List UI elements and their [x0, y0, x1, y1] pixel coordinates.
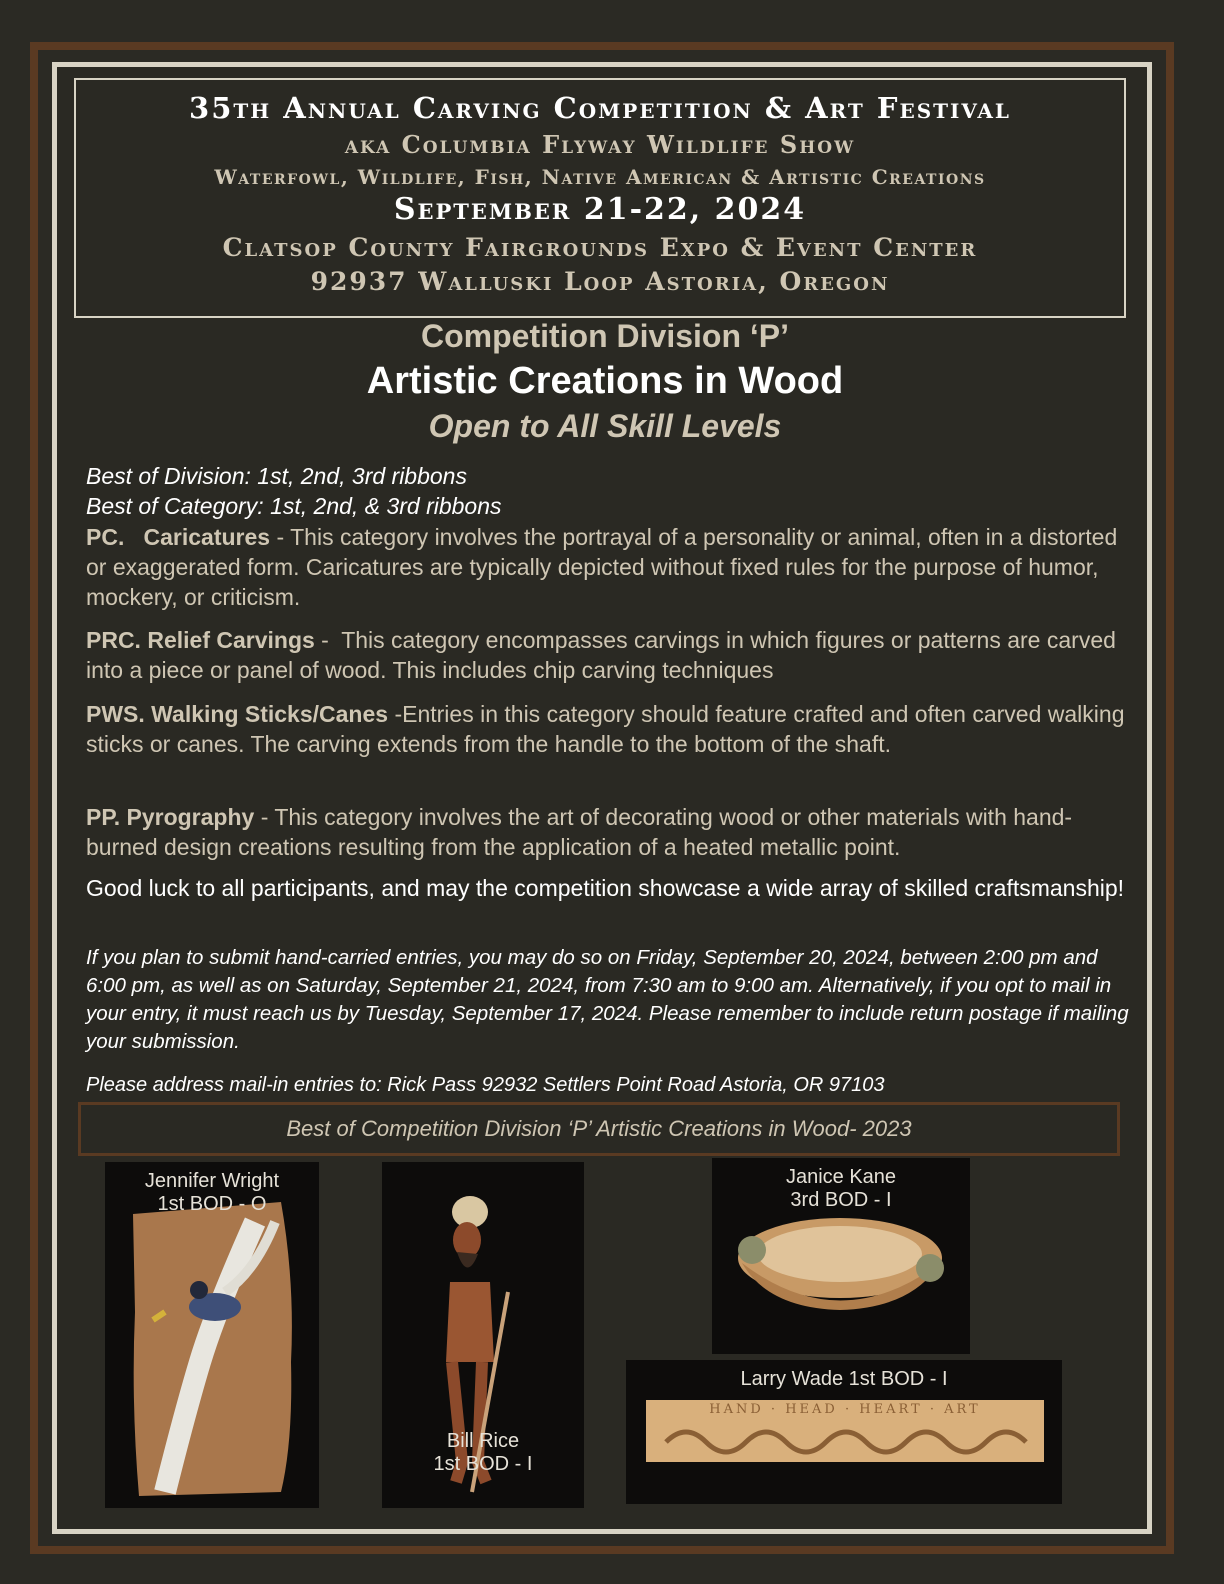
photo-larry-wade — [626, 1360, 1062, 1504]
artist-name: Bill Rice — [446, 1430, 520, 1452]
category-desc: - This category encompasses carvings in which figures or patterns are carved into a piece or panel of wood. This includes chip carving techniques — [86, 627, 1123, 683]
photo-caption: Larry Wade 1st BOD - I — [740, 1368, 948, 1390]
event-title: 35th Annual Carving Competition & Art Festival — [189, 91, 1011, 125]
category-code: PC. Caricatures — [86, 524, 271, 550]
category-caricatures — [86, 522, 1136, 612]
category-code: PP. Pyrography — [86, 804, 255, 830]
event-categories: Waterfowl, Wildlife, Fish, Native American & Artistic Creations — [214, 165, 986, 189]
award-division: Best of Division: 1st, 2nd, 3rd ribbons — [86, 463, 467, 489]
category-desc: - This category involves the art of decorating wood or other materials with hand-burned design creations resulting from the application of a heated metallic point. — [86, 804, 1073, 860]
entries-info: If you plan to submit hand-carried entries, you may do so on Friday, September 20, 2024, between 2:00 pm and 6:00 pm, as well as on Saturday, September 21, 2024, from 7:30 am to 9:00 am. Alternatively, if you opt to mail in your entry, it must reach us by Tuesday, September 17, 2024. Please remember to include return postage if mailing your submission. — [86, 946, 1129, 1053]
photo-caption — [712, 1166, 970, 1212]
award-label: 1st BOD - I — [433, 1453, 533, 1475]
category-relief — [86, 625, 1136, 685]
photo-janice-kane — [712, 1158, 970, 1354]
skill-levels: Open to All Skill Levels — [428, 408, 782, 444]
event-address: 92937 Walluski Loop Astoria, Oregon — [310, 267, 890, 296]
good-luck-message: Good luck to all participants, and may the competition showcase a wide array of skilled craftsmanship! — [86, 875, 1125, 901]
category-desc: -Entries in this category should feature crafted and often carved walking sticks or canes. The carving extends from the handle to the bottom of the shaft. — [86, 701, 1125, 757]
division-subtitle: Artistic Creations in Wood — [366, 360, 844, 402]
mail-address: Please address mail-in entries to: Rick Pass 92932 Settlers Point Road Astoria, OR 97103 — [86, 1074, 885, 1096]
best-of-competition-banner: Best of Competition Division ‘P’ Artistic Creations in Wood- 2023 — [78, 1102, 1120, 1156]
photo-jennifer-wright — [105, 1162, 319, 1508]
photo-bill-rice — [382, 1162, 584, 1508]
category-desc: - This category involves the portrayal of a personality or animal, often in a distorted or exaggerated form. Caricatures are typically depicted without fixed rules for the purpose of humor, mockery, or criticism. — [86, 524, 1118, 610]
division-title: Competition Division ‘P’ — [420, 318, 789, 354]
artist-name: Janice Kane — [785, 1166, 897, 1188]
photo-caption — [105, 1170, 319, 1216]
photo-caption — [382, 1430, 584, 1476]
award-label: 1st BOD - O — [157, 1193, 267, 1215]
panel-carved-text: HAND · HEAD · HEART · ART — [709, 1402, 981, 1417]
category-pyrography — [86, 802, 1136, 862]
category-code: PWS. Walking Sticks/Canes — [86, 701, 389, 727]
event-aka: aka Columbia Flyway Wildlife Show — [344, 130, 856, 159]
category-code: PRC. Relief Carvings — [86, 627, 315, 653]
artist-name: Jennifer Wright — [144, 1170, 280, 1192]
award-label: 3rd BOD - I — [790, 1189, 892, 1211]
event-dates: September 21-22, 2024 — [393, 192, 807, 227]
event-venue: Clatsop County Fairgrounds Expo & Event Center — [222, 233, 978, 262]
event-header — [74, 78, 1126, 318]
category-walking-sticks — [86, 699, 1136, 759]
award-category: Best of Category: 1st, 2nd, & 3rd ribbons — [86, 493, 502, 519]
